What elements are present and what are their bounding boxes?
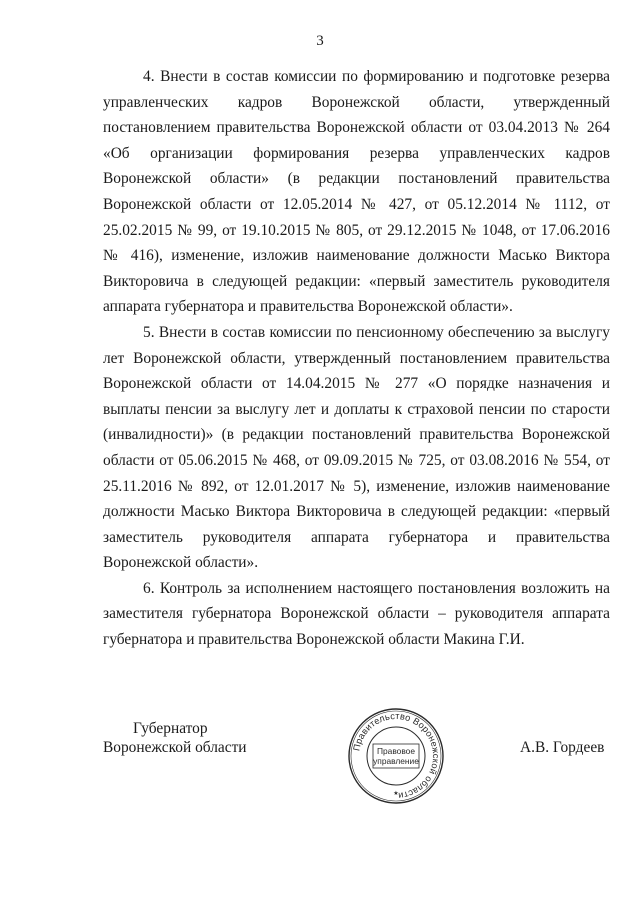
signatory-title-line-2: Воронежской области bbox=[103, 739, 247, 756]
paragraph-4: 4. Внести в состав комиссии по формированию и подготовке резерва управленческих кадров Воронежской области, утвержденный постановлением правительства Воронежской области от 03.04.2013 № 264 «Об организации формирования резерва управленческих кадров Воронежской области» (в редакции постановлений правительства Воронежской области от 12.05.2014 № 427, от 05.12.2014 № 1112, от 25.02.2015 № 99, от 19.10.2015 № 805, от 29.12.2015 № 1048, от 17.06.2016 № 416), изменение, изложив наименование должности Масько Виктора Викторовича в следующей редакции: «первый заместитель руководителя аппарата губернатора и правительства Воронежской области». bbox=[103, 68, 610, 316]
page-number: 3 bbox=[316, 33, 324, 49]
signatory-title-line-1: Губернатор bbox=[133, 720, 208, 737]
legal-department-stamp bbox=[346, 706, 446, 806]
svg-text:Правовое: Правовое bbox=[376, 746, 416, 756]
paragraph-5: 5. Внести в состав комиссии по пенсионному обеспечению за выслугу лет Воронежской области, утвержденный постановлением правительства Воронежской области от 14.04.2015 № 277 «О порядке назначения и выплаты пенсии за выслугу лет и доплаты к страховой пенсии по старости (инвалидности)» (в редакции постановлений правительства Воронежской области от 05.06.2015 № 468, от 09.09.2015 № 725, от 03.08.2016 № 554, от 25.11.2016 № 892, от 12.01.2017 № 5), изменение, изложив наименование должности Масько Виктора Викторовича в следующей редакции: «первый заместитель руководителя аппарата губернатора и правительства Воронежской области». bbox=[103, 323, 610, 572]
svg-text:Правительство Воронежской обла: Правительство Воронежской области bbox=[351, 710, 442, 801]
signature-block bbox=[0, 710, 640, 808]
svg-text:★: ★ bbox=[393, 790, 399, 797]
svg-text:управление: управление bbox=[373, 756, 419, 766]
signatory-name: А.В. Гордеев bbox=[520, 739, 605, 756]
paragraph-6: 6. Контроль за исполнением настоящего постановления возложить на заместителя губернатора Воронежской области – руководителя аппарата губернатора и правительства Воронежской области Макина Г.И. bbox=[103, 579, 610, 649]
document-body bbox=[103, 64, 610, 653]
